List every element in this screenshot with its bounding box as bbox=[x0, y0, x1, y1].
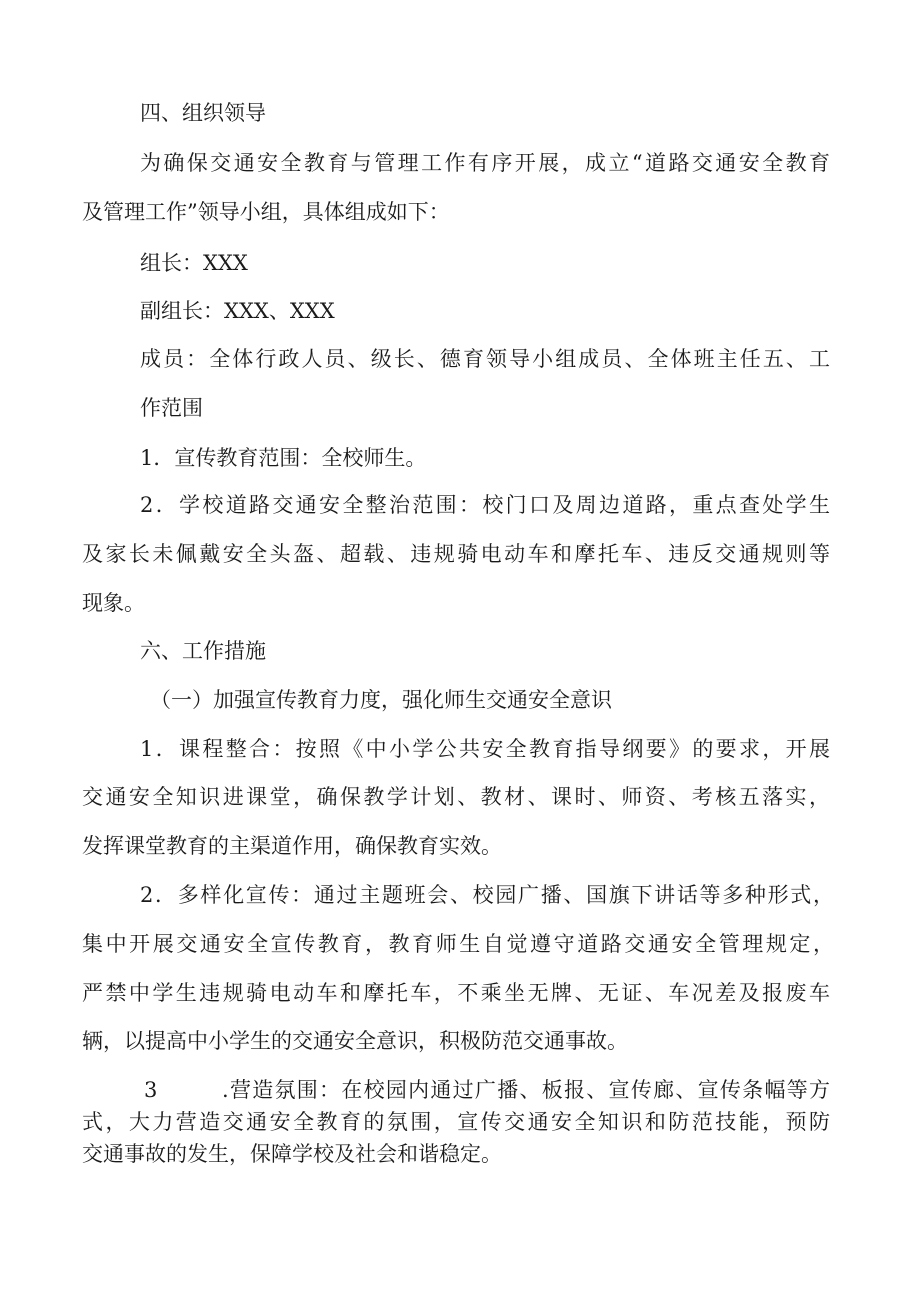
measure-1-line: 发挥课堂教育的主渠道作用，确保教育实效。 bbox=[82, 834, 502, 858]
measure-2-line: 严禁中学生违规骑电动车和摩托车，不乘坐无牌、无证、车况差及报废车 bbox=[82, 981, 830, 1005]
measure-1-line: 交通安全知识进课堂，确保教学计划、教材、课时、师资、考核五落实， bbox=[82, 785, 830, 809]
paragraph-intro-line: 为确保交通安全教育与管理工作有序开展，成立“道路交通安全教育 bbox=[140, 151, 830, 175]
measure-3-line: .营造氛围：在校园内通过广播、板报、宣传廊、宣传条幅等方 bbox=[222, 1078, 830, 1102]
measure-2-line: 2．多样化宣传：通过主题班会、校园广播、国旗下讲话等多种形式， bbox=[140, 883, 834, 907]
members-line: 作范围 bbox=[140, 396, 203, 420]
section-heading-organization: 四、组织领导 bbox=[140, 101, 266, 125]
measure-3-line: 交通事故的发生，保障学校及社会和谐稳定。 bbox=[82, 1142, 502, 1166]
scope-item-2-line: 现象。 bbox=[82, 591, 145, 615]
scope-item-1: 1．宣传教育范围：全校师生。 bbox=[140, 446, 427, 470]
paragraph-intro-line: 及管理工作”领导小组，具体组成如下： bbox=[82, 200, 450, 224]
members-line: 成员：全体行政人员、级长、德育领导小组成员、全体班主任五、工 bbox=[140, 347, 830, 371]
scope-item-2-line: 及家长未佩戴安全头盔、超载、违规骑电动车和摩托车、违反交通规则等 bbox=[82, 542, 830, 566]
measure-2-line: 集中开展交通安全宣传教育，教育师生自觉遵守道路交通安全管理规定， bbox=[82, 932, 834, 956]
leader-line: 组长：XXX bbox=[140, 251, 248, 275]
section-heading-measures: 六、工作措施 bbox=[140, 639, 266, 663]
measure-3-number: 3 bbox=[144, 1078, 158, 1102]
subsection-heading: （一）加强宣传教育力度，强化师生交通安全意识 bbox=[150, 688, 612, 712]
measure-3-line: 式，大力营造交通安全教育的氛围，宣传交通安全知识和防范技能，预防 bbox=[82, 1110, 830, 1134]
scope-item-2-line: 2．学校道路交通安全整治范围：校门口及周边道路，重点查处学生 bbox=[140, 493, 830, 517]
deputy-leader-line: 副组长：XXX、XXX bbox=[140, 299, 335, 323]
measure-1-line: 1．课程整合：按照《中小学公共安全教育指导纲要》的要求，开展 bbox=[140, 737, 830, 761]
measure-2-line: 辆，以提高中小学生的交通安全意识，积极防范交通事故。 bbox=[82, 1029, 628, 1053]
